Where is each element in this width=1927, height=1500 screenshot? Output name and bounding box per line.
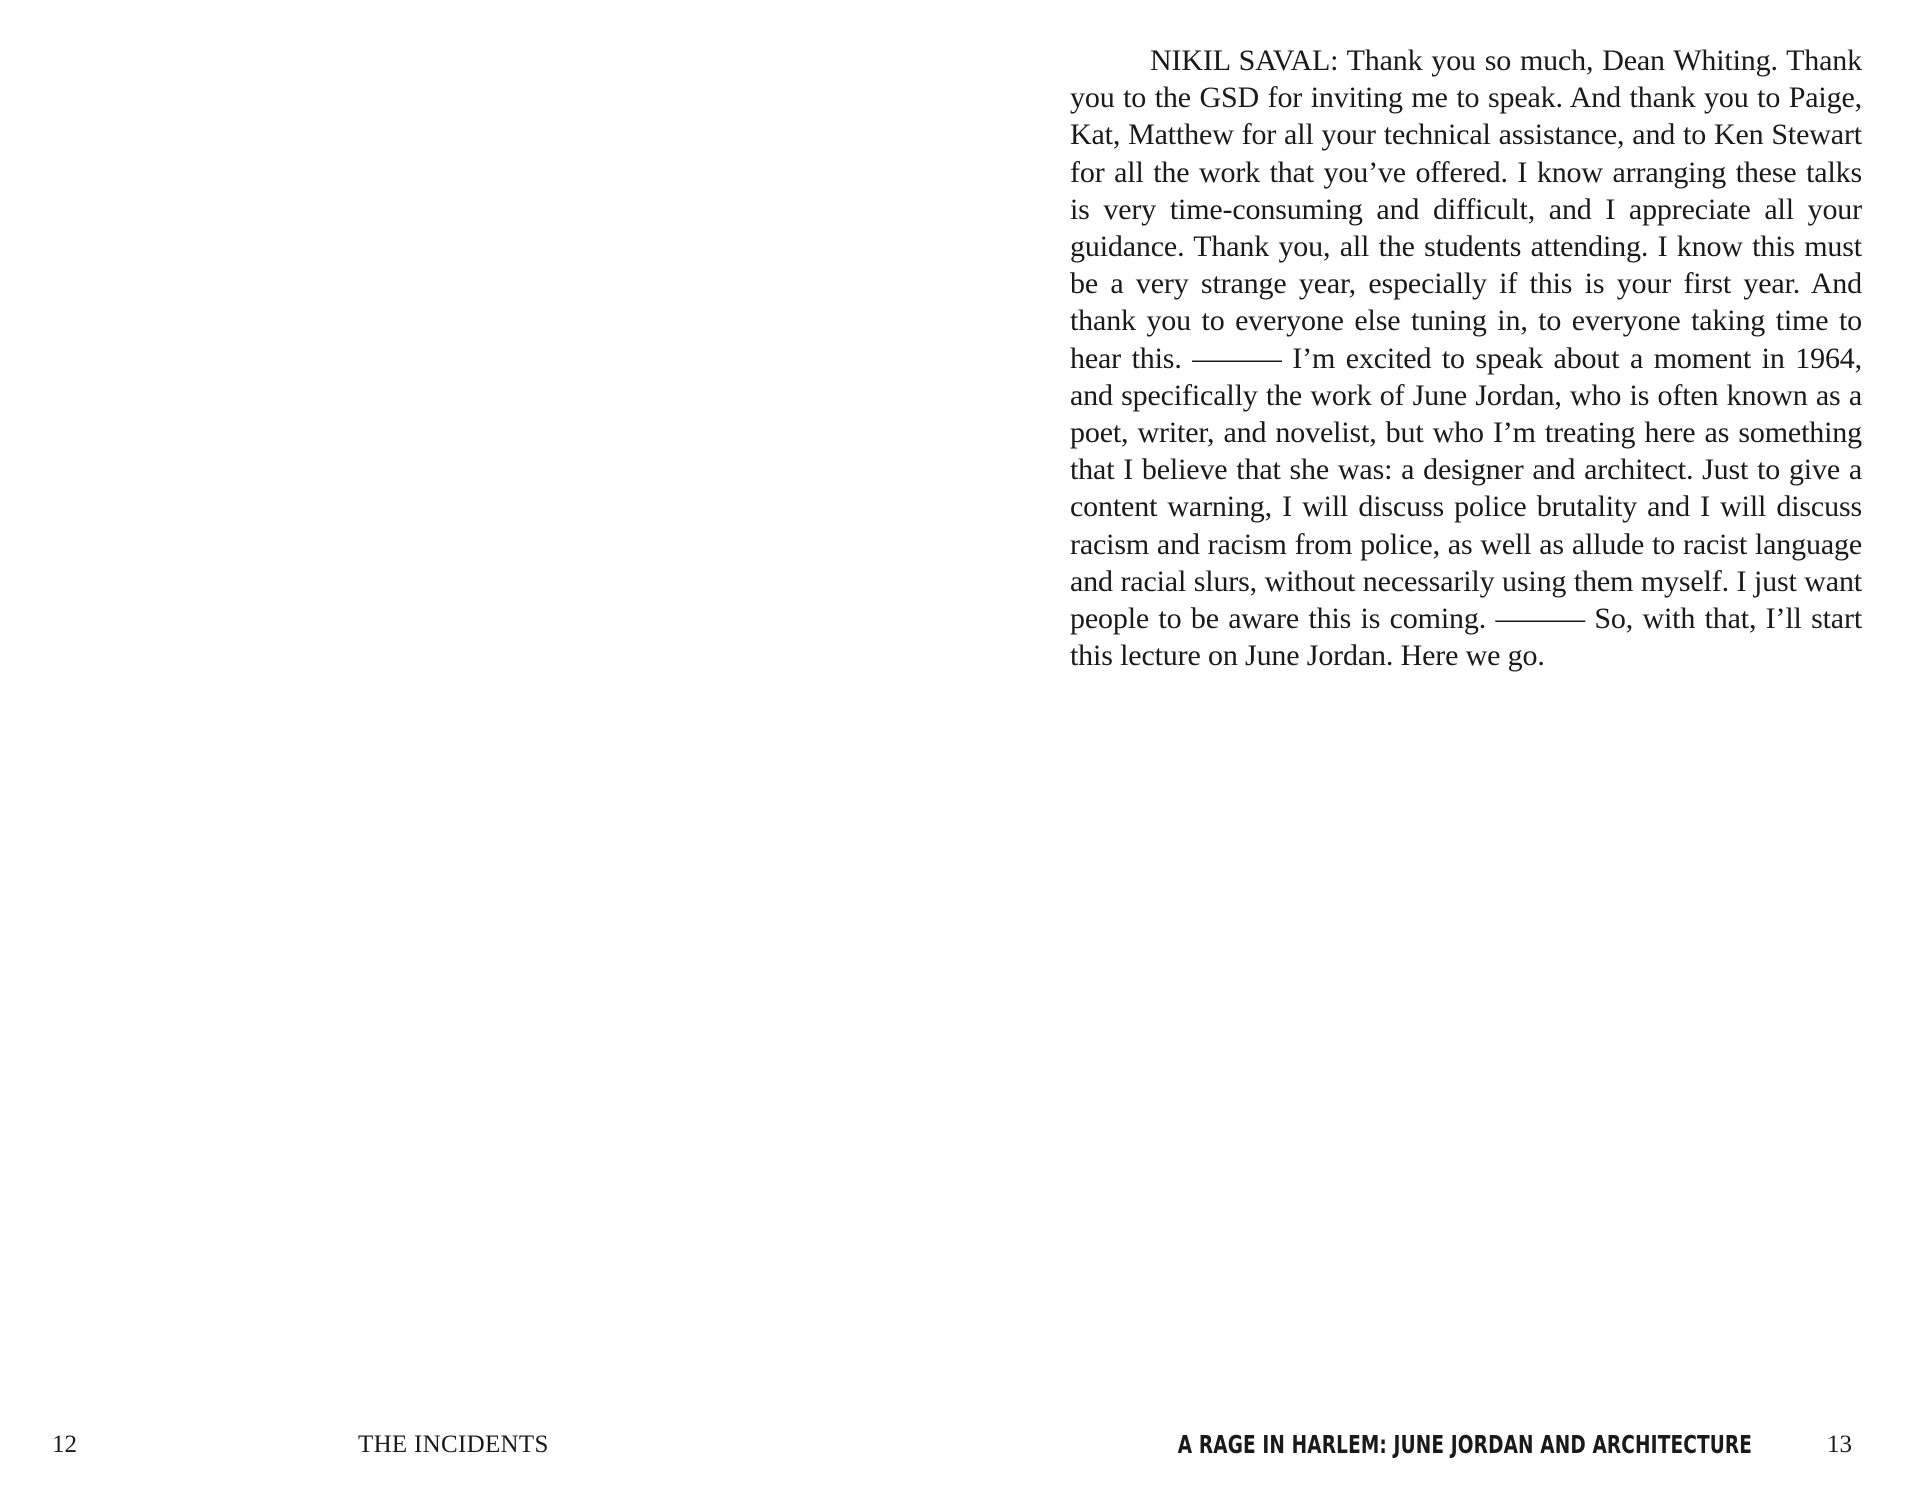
- running-head-left: THE INCIDENTS: [358, 1431, 549, 1458]
- running-head-right: A RAGE IN HARLEM: JUNE JORDAN AND ARCHITECTURE: [1177, 1430, 1752, 1459]
- right-page: [963, 0, 1927, 1500]
- left-page: [0, 0, 963, 1500]
- body-paragraph: NIKIL SAVAL: Thank you so much, Dean Whiting. Thank you to the GSD for inviting me to speak. And thank you to Paige, Kat, Matthew for all your technical assistance, and to Ken Stewart for all the work that you’ve offered. I know arranging these talks is very time-consuming and difficult, and I appreciate all your guidance. Thank you, all the students attending. I know this must be a very strange year, especially if this is your first year. And thank you to everyone else tuning in, to everyone taking time to hear this. ——— I’m excited to speak about a moment in 1964, and specifically the work of June Jordan, who is often known as a poet, writer, and novelist, but who I’m treating here as something that I believe that she was: a designer and architect. Just to give a content warning, I will discuss police brutality and I will discuss racism and racism from police, as well as allude to racist language and racial slurs, without necessarily using them myself. I just want people to be aware this is coming. ——— So, with that, I’ll start this lecture on June Jordan. Here we go.: [1070, 44, 1862, 673]
- page-number-left: 12: [52, 1431, 77, 1458]
- page-number-right: 13: [1827, 1431, 1852, 1458]
